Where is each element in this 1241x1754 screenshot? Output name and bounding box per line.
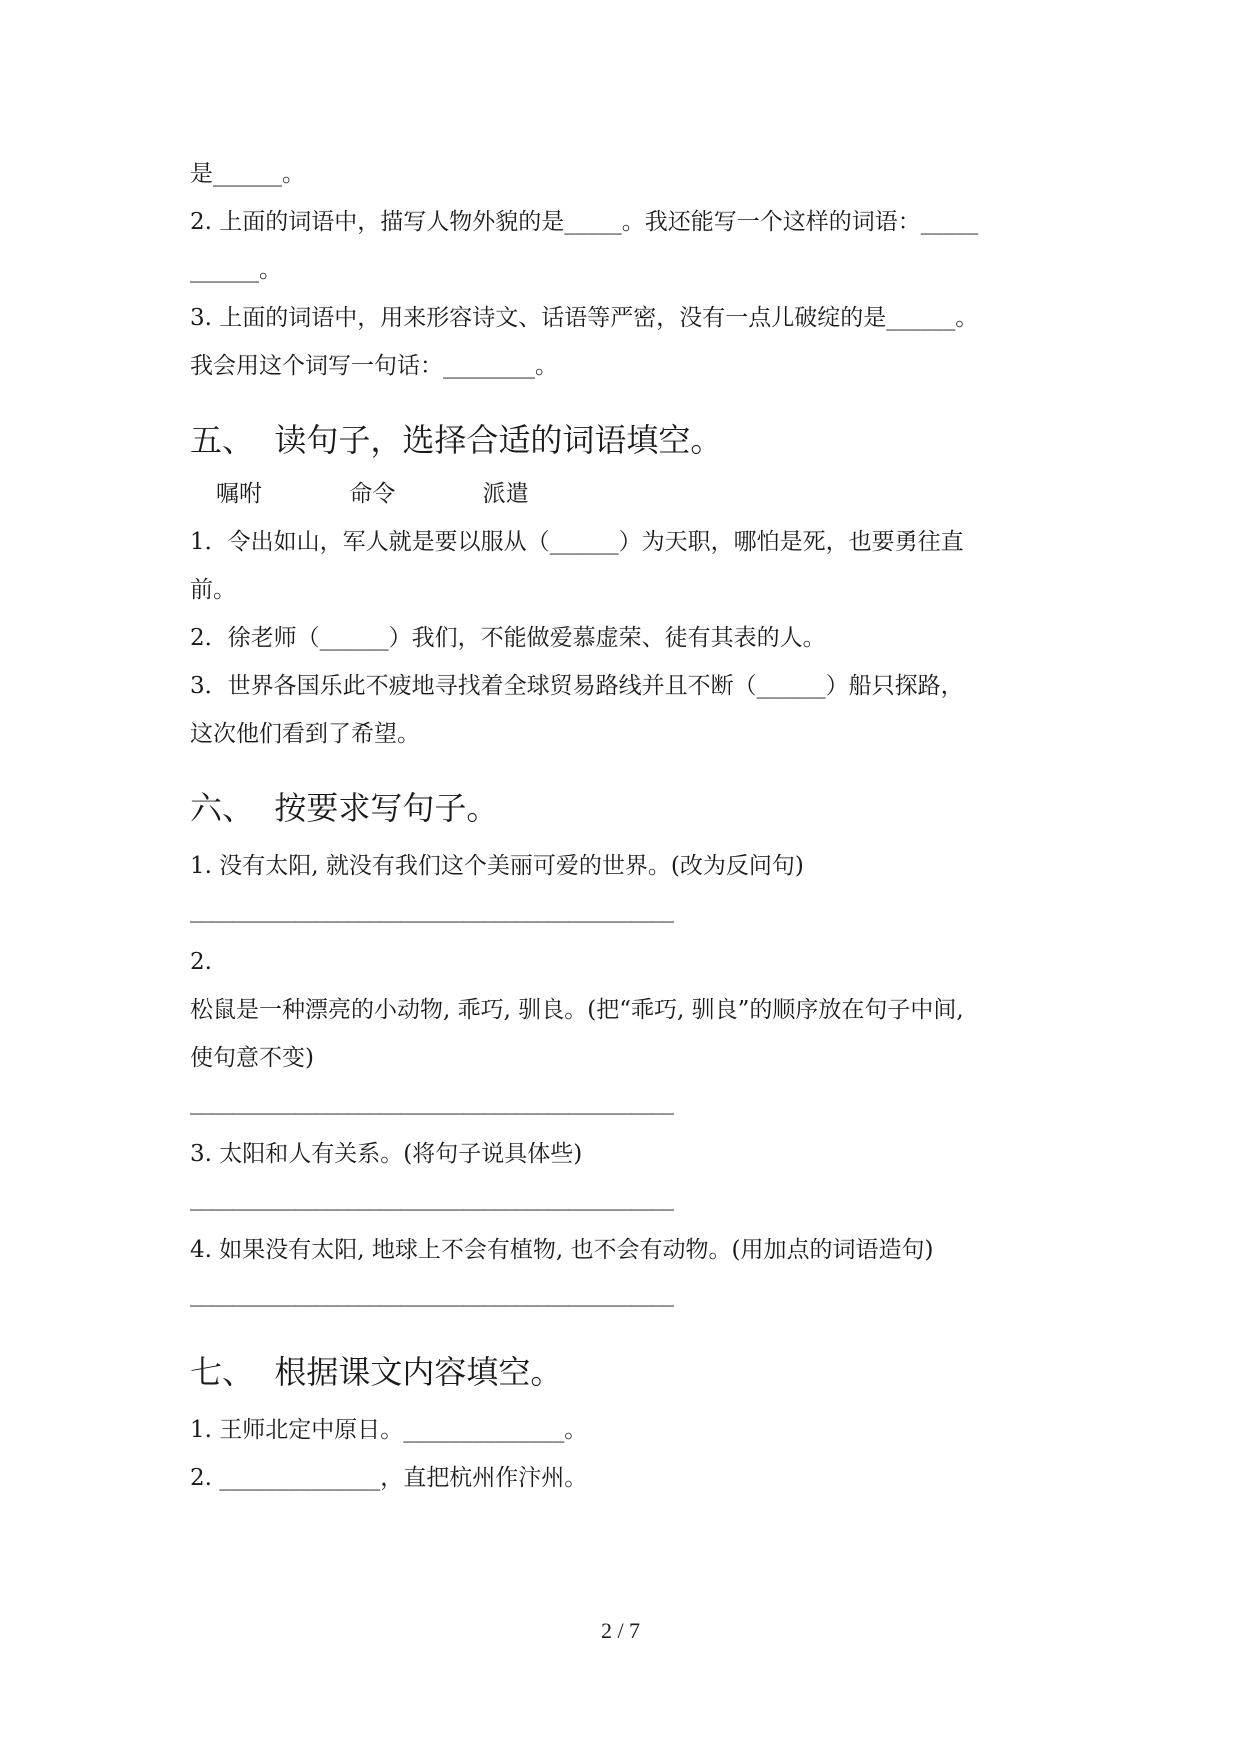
section5 — [190, 418, 1070, 758]
section5-q3-line2: 这次他们看到了希望。 — [190, 721, 420, 747]
section6 — [190, 786, 1070, 1322]
section4-q3-line2: 我会用这个词写一句话：________。 — [190, 353, 558, 379]
worksheet-page — [190, 150, 1070, 1502]
section6-q2-line1: 松鼠是一种漂亮的小动物, 乖巧, 驯良。(把“乖巧, 驯良”的顺序放在句子中间, — [190, 997, 964, 1023]
word-option: 嘱咐 — [216, 481, 262, 507]
section6-q1: 1. 没有太阳, 就没有我们这个美丽可爱的世界。(改为反问句) — [190, 853, 804, 879]
section5-heading: 五、 读句子，选择合适的词语填空。 — [190, 421, 723, 459]
section5-q2: 2．徐老师（______）我们，不能做爱慕虚荣、徒有其表的人。 — [190, 625, 826, 651]
section7 — [190, 1350, 1070, 1502]
section5-q1-line2: 前。 — [190, 577, 236, 603]
section4-q2-line1: 2. 上面的词语中，描写人物外貌的是_____。我还能写一个这样的词语：_____ — [190, 209, 979, 235]
word-option: 命令 — [349, 481, 396, 507]
section6-heading: 六、 按要求写句子。 — [190, 789, 499, 827]
section6-q2-line2: 使句意不变) — [190, 1045, 314, 1071]
answer-line[interactable]: ______________________________________________ — [190, 897, 673, 923]
section4-q2-line2: ______。 — [190, 257, 282, 283]
section5-q1-line1: 1．令出如山，军人就是要以服从（______）为天职，哪怕是死，也要勇往直 — [190, 529, 964, 555]
section7-heading: 七、 根据课文内容填空。 — [190, 1353, 563, 1391]
section7-q1: 1. 王师北定中原日。______________。 — [190, 1417, 588, 1443]
answer-line[interactable]: ______________________________________________ — [190, 1281, 673, 1307]
section6-q4: 4. 如果没有太阳, 地球上不会有植物, 也不会有动物。(用加点的词语造句) — [190, 1237, 934, 1263]
section5-q3-line1: 3．世界各国乐此不疲地寻找着全球贸易路线并且不断（______）船只探路， — [190, 673, 964, 699]
answer-line[interactable]: ______________________________________________ — [190, 1185, 673, 1211]
section6-q3: 3. 太阳和人有关系。(将句子说具体些) — [190, 1141, 583, 1167]
section6-q2-number: 2. — [190, 949, 212, 975]
section4-continuation — [190, 150, 1070, 390]
word-options — [190, 474, 1070, 514]
answer-line[interactable]: ______________________________________________ — [190, 1089, 673, 1115]
page-number: 2 / 7 — [600, 1618, 641, 1643]
section4-q3-line1: 3. 上面的词语中，用来形容诗文、话语等严密，没有一点儿破绽的是______。 — [190, 305, 979, 331]
section4-q1-tail: 是______。 — [190, 161, 305, 187]
word-option: 派遣 — [482, 481, 529, 507]
section7-q2: 2. ______________，直把杭州作汴州。 — [190, 1465, 588, 1491]
